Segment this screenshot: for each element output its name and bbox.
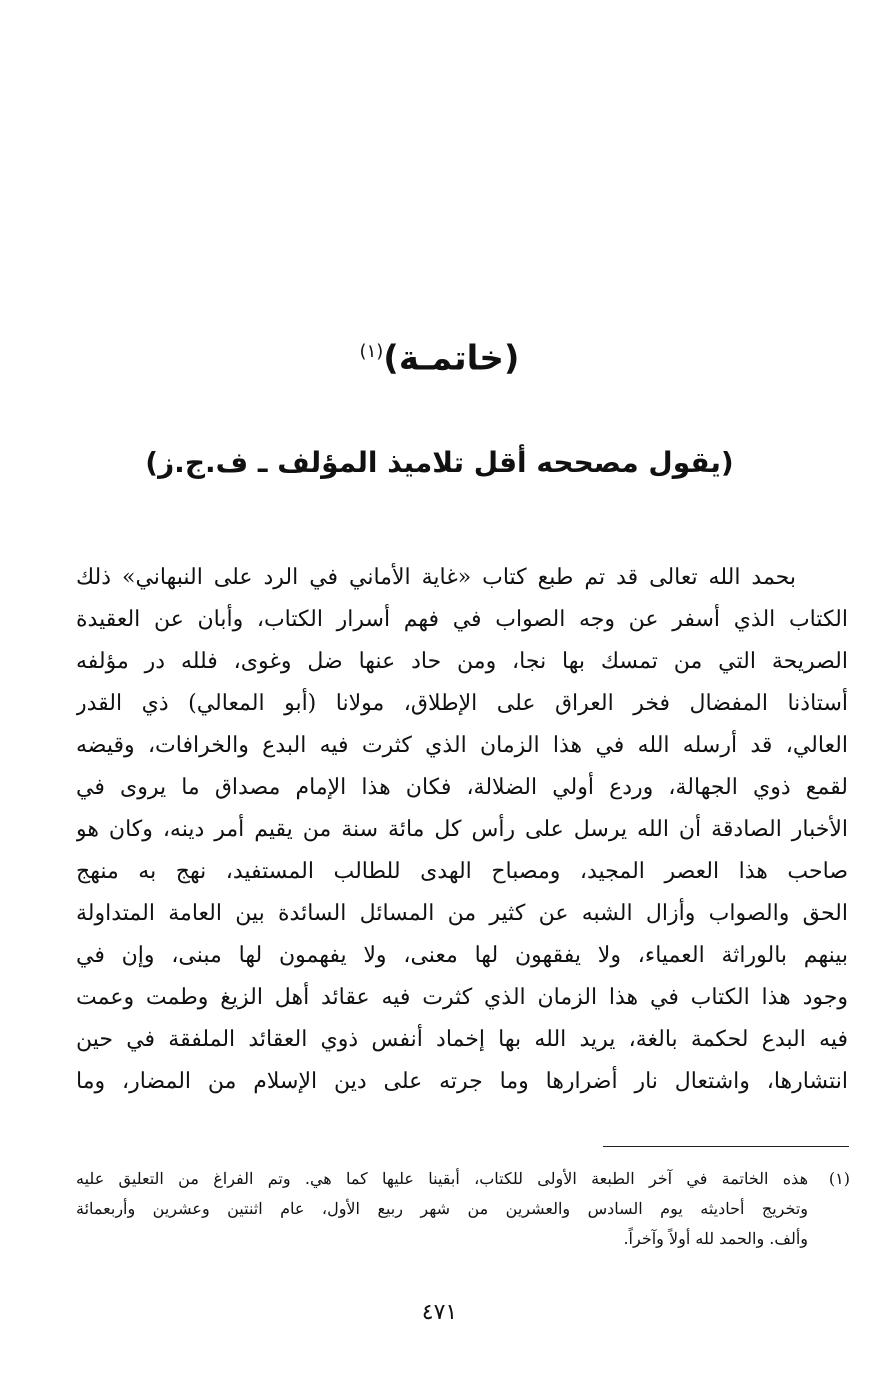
body-line: العالي، قد أرسله الله في هذا الزمان الذي كثرت فيه البدع والخرافات، وقيضه bbox=[76, 733, 848, 758]
body-line: بحمد الله تعالى قد تم طبع كتاب «غاية الأماني في الرد على النبهاني» ذلك bbox=[76, 565, 796, 590]
footnote-marker: (١) bbox=[828, 1169, 850, 1188]
body-line: الصريحة التي من تمسك بها نجا، ومن حاد عنها ضل وغوى، فلله در مؤلفه bbox=[76, 649, 848, 674]
footnote-text: هذه الخاتمة في آخر الطبعة الأولى للكتاب، أبقينا عليها كما هي. وتم الفراغ من التعليق عليه bbox=[76, 1169, 808, 1188]
footnote-line bbox=[76, 1164, 850, 1194]
page-number: ٤٧١ bbox=[421, 1300, 458, 1325]
body-line: الحق والصواب وأزال الشبه عن كثير من المسائل السائدة بين العامة المتداولة bbox=[76, 901, 848, 926]
body-paragraph bbox=[76, 557, 848, 1103]
body-line: صاحب هذا العصر المجيد، ومصباح الهدى للطالب المستفيد، نهج به منهج bbox=[76, 859, 848, 884]
body-line: بينهم بالوراثة العمياء، ولا يفقهون لها معنى، ولا يفهمون لها مبنى، وإن في bbox=[76, 943, 848, 968]
chapter-title bbox=[0, 322, 879, 388]
chapter-subtitle: (يقول مصححه أقل تلاميذ المؤلف ـ ف.ج.ز) bbox=[145, 446, 734, 479]
body-line: فيه البدع لحكمة بالغة، يريد الله بها إخماد أنفس ذوي العقائد الملفقة في حين bbox=[76, 1027, 848, 1052]
body-line: أستاذنا المفضال فخر العراق على الإطلاق، مولانا (أبو المعالي) ذي القدر bbox=[76, 691, 848, 716]
body-line: لقمع ذوي الجهالة، وردع أولي الضلالة، فكان هذا الإمام مصداق ما يروى في bbox=[76, 775, 848, 800]
body-line: انتشارها، واشتعال نار أضرارها وما جرته على دين الإسلام من المضار، وما bbox=[76, 1069, 848, 1094]
chapter-title-text: (خاتمـة) bbox=[383, 338, 520, 379]
title-footnote-ref[interactable]: (١) bbox=[359, 341, 384, 362]
footnote-line: وتخريج أحاديثه يوم السادس والعشرين من شهر ربيع الأول، عام اثنتين وعشرين وأربعمائة bbox=[76, 1199, 808, 1218]
footnote-line: وألف. والحمد لله أولاً وآخراً. bbox=[623, 1229, 808, 1248]
body-line: الأخبار الصادقة أن الله يرسل على رأس كل مائة سنة من يقيم أمر دينه، وكان هو bbox=[76, 817, 848, 842]
footnote bbox=[76, 1164, 850, 1254]
footnote-separator bbox=[603, 1146, 849, 1147]
body-line: وجود هذا الكتاب في هذا الزمان الذي كثرت فيه عقائد أهل الزيغ وطمت وعمت bbox=[76, 985, 848, 1010]
body-line: الكتاب الذي أسفر عن وجه الصواب في فهم أسرار الكتاب، وأبان عن العقيدة bbox=[76, 607, 848, 632]
